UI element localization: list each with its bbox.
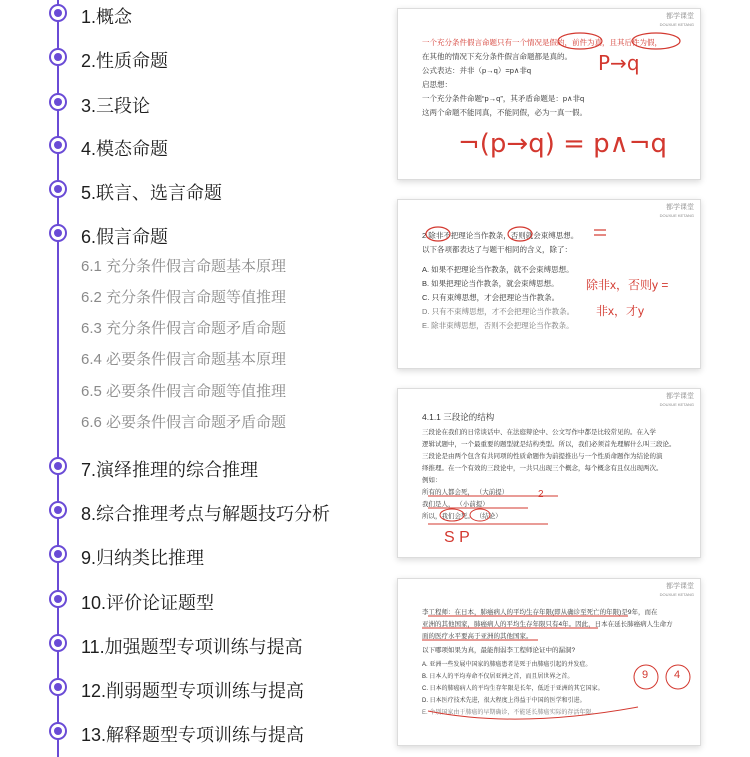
slide-text: 公式表达：并非（p→q）=p∧非q xyxy=(422,66,532,75)
handwritten-note: 9 xyxy=(642,669,649,681)
timeline-dot xyxy=(49,457,67,475)
handwritten-note: S P xyxy=(444,529,470,546)
timeline-dot xyxy=(49,722,67,740)
subsection-6-3[interactable]: 6.3 充分条件假言命题矛盾命题 xyxy=(81,320,287,337)
slide-text: 所有的人都会死， （大前提） xyxy=(422,489,509,496)
slide-text: 在其他的情况下充分条件假言命题都是真的。 xyxy=(422,52,572,61)
slide-text: 一个充分条件命题“p→q”，其矛盾命题是：p∧非q xyxy=(422,94,585,103)
chapter-8[interactable]: 8.综合推理考点与解题技巧分析 xyxy=(81,504,331,524)
slide-text: 以下各项都表达了与题干相同的含义，除了： xyxy=(422,245,572,254)
brand-logo: 都学课堂 DOUXUE KETANG xyxy=(659,583,694,597)
handwritten-note: 2 xyxy=(538,489,544,500)
slide-thumbnail-3[interactable] xyxy=(397,388,701,558)
timeline-dot xyxy=(49,501,67,519)
timeline-dot xyxy=(49,136,67,154)
slide-text: D. 只有不束缚思想，才不会把理论当作教条。 xyxy=(422,307,575,316)
timeline-dot xyxy=(49,224,67,242)
slide-text: C. 只有束缚思想，才会把理论当作教条。 xyxy=(422,293,560,302)
chapter-2[interactable]: 2.性质命题 xyxy=(81,51,169,71)
slide-text: C. 日本的肺癌病人的平均生存年限是长年，低近于亚洲的其它国家。 xyxy=(422,686,604,692)
chapter-9[interactable]: 9.归纳类比推理 xyxy=(81,548,205,568)
brand-logo: 都学课堂 DOUXUE KETANG xyxy=(659,13,694,27)
chapter-11[interactable]: 11.加强题型专项训练与提高 xyxy=(81,637,303,657)
subsection-6-1[interactable]: 6.1 充分条件假言命题基本原理 xyxy=(81,258,287,275)
timeline-dot xyxy=(49,48,67,66)
slide-text: D. 日本医疗技术先进，很大程度上得益于中国的医学和引进。 xyxy=(422,698,586,704)
slide-thumbnail-2[interactable] xyxy=(397,199,701,369)
chapter-6[interactable]: 6.假言命题 xyxy=(81,227,169,247)
chapter-10[interactable]: 10.评价论证题型 xyxy=(81,593,215,613)
brand-logo: 都学课堂 DOUXUE KETANG xyxy=(659,204,694,218)
slide-text: 2.除非不把理论当作教条，否则就会束缚思想。 xyxy=(422,231,579,240)
timeline-dot xyxy=(49,180,67,198)
handwritten-note: 非x，才y xyxy=(596,304,645,318)
timeline-dot xyxy=(49,4,67,22)
chapter-12[interactable]: 12.削弱题型专项训练与提高 xyxy=(81,681,305,701)
handwritten-note: 4 xyxy=(674,669,681,681)
handwritten-note: ¬(p→q) = p∧¬q xyxy=(458,129,668,159)
chapter-1[interactable]: 1.概念 xyxy=(81,7,133,27)
slide-text: 这两个命题不能同真，不能同假，必为一真一假。 xyxy=(422,108,587,117)
slide-text: 以下哪项如果为真，最能削弱李工程师论证中的漏洞? xyxy=(422,647,576,654)
brand-logo: 都学课堂 DOUXUE KETANG xyxy=(659,393,694,407)
slide-text: 绎推理。在一个有效的三段论中，一共只出现三个概念，每个概念有且仅出现两次。 xyxy=(422,465,663,472)
handwritten-note: 除非x，否则y = xyxy=(586,278,669,292)
slide-text: 所以，我们会死。 （结论） xyxy=(422,513,502,520)
slide-text: 我们是人， （小前提） xyxy=(422,501,489,508)
slide-text: B. 如果把理论当作教条，就会束缚思想。 xyxy=(422,279,559,288)
slide-text: A. 亚洲一些发展中国家的肺癌患者是死于由肺癌引起的并发症。 xyxy=(422,662,592,668)
slide-text: E. 除非束缚思想，否则不会把理论当作教条。 xyxy=(422,321,574,330)
chapter-7[interactable]: 7.演绎推理的综合推理 xyxy=(81,460,259,480)
slide-text: 启思想： xyxy=(422,80,452,89)
handwritten-note: P→q xyxy=(598,51,640,75)
slide-text: E. 个别国家由于肺癌的早期确诊，不能延长肺癌实际的存活年限。 xyxy=(422,710,598,716)
timeline-dot xyxy=(49,93,67,111)
handwriting-annotation xyxy=(398,579,701,746)
slide-text: 三段论是由两个包含有共同项的性质命题作为前提推出与一个性质命题作为结论的演 xyxy=(422,453,663,460)
slide-text: 李工程师：在日本，肺癌病人的平均生存年限(即从确诊至死亡的年限)是9年，而在 xyxy=(422,609,658,616)
subsection-6-6[interactable]: 6.6 必要条件假言命题矛盾命题 xyxy=(81,414,287,431)
slide-text: 亚洲的其他国家，肺癌病人的平均生存年限只有4年。因此，日本在延长肺癌病人生命方 xyxy=(422,621,673,628)
chapter-5[interactable]: 5.联言、选言命题 xyxy=(81,183,223,203)
slide-text: 一个充分条件假言命题只有一个情况是假的，前件为真，且其后件为假， xyxy=(422,38,662,47)
subsection-6-4[interactable]: 6.4 必要条件假言命题基本原理 xyxy=(81,351,287,368)
subsection-6-2[interactable]: 6.2 充分条件假言命题等值推理 xyxy=(81,289,287,306)
chapter-3[interactable]: 3.三段论 xyxy=(81,96,151,116)
slide-thumbnail-4[interactable] xyxy=(397,578,701,746)
slide-text: 面的医疗水平要高于亚洲的其他国家。 xyxy=(422,633,533,640)
slide-text: 三段论在我们的日常谈话中、在法庭辩论中、公文写作中都是比较常见的。在入学 xyxy=(422,429,656,436)
chapter-13[interactable]: 13.解释题型专项训练与提高 xyxy=(81,725,305,745)
slide-heading: 4.1.1 三段论的结构 xyxy=(422,412,495,422)
slide-text: B. 日本人的平均寿命不仅居亚洲之首，而且居世界之首。 xyxy=(422,674,574,680)
timeline-dot xyxy=(49,678,67,696)
timeline-dot xyxy=(49,545,67,563)
subsection-6-5[interactable]: 6.5 必要条件假言命题等值推理 xyxy=(81,383,287,400)
timeline-dot xyxy=(49,634,67,652)
slide-text: 例如： xyxy=(422,477,442,484)
slide-thumbnail-1[interactable] xyxy=(397,8,701,180)
timeline-dot xyxy=(49,590,67,608)
slide-text: 逻辑试题中，一个最重要的题型就是结构类型。所以，我们必须首先理解什么叫三段论。 xyxy=(422,441,676,448)
slide-text: A. 如果不把理论当作教条，就不会束缚思想。 xyxy=(422,265,574,274)
chapter-4[interactable]: 4.模态命题 xyxy=(81,139,169,159)
